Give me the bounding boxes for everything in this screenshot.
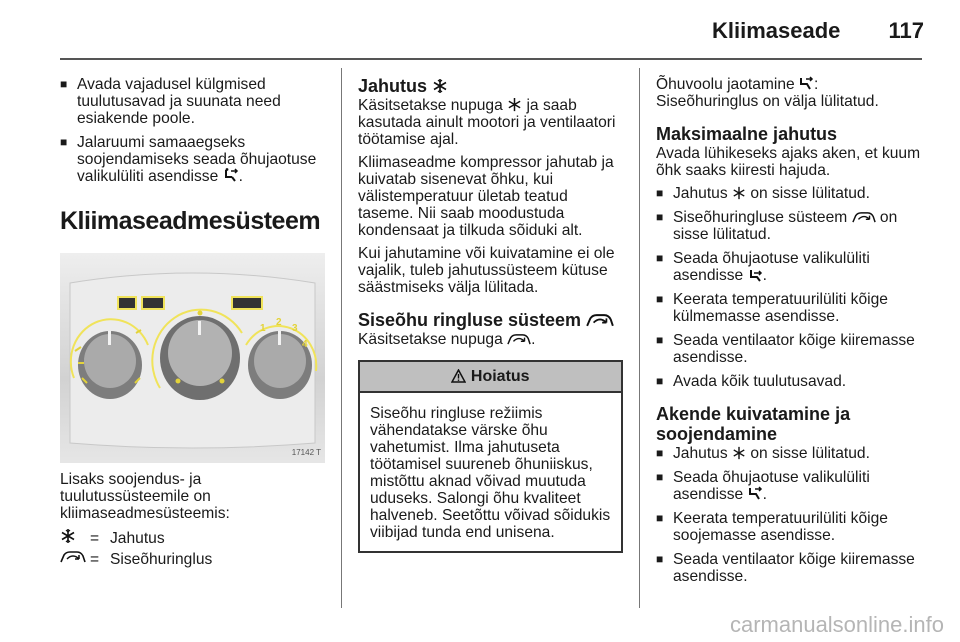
airflow-status: Siseõhuringlus on välja lülitatud. — [656, 93, 879, 110]
bullet-item: ■ Seada ventilaator kõige kiiremasse asendisse. — [656, 551, 915, 585]
svg-text:1: 1 — [260, 323, 266, 334]
airflow-windscreen-icon — [748, 486, 763, 501]
airflow-line: Õhuvoolu jaotamine : — [656, 76, 819, 93]
airflow-windscreen-icon — [799, 76, 814, 91]
bullet-square-icon: ■ — [656, 470, 664, 484]
warning-box — [358, 360, 623, 553]
heading-max-cooling: Maksimaalne jahutus — [656, 124, 838, 144]
column-divider-1 — [341, 68, 342, 608]
bullet-item: ■ Seada õhujaotuse valikulüliti asendisse . — [656, 250, 870, 284]
cooling-paragraph-1: Käsitsetakse nupuga ja saab kasutada ainult mootori ja ventilaatori töötamise ajal. — [358, 97, 616, 148]
airflow-feet-windscreen-icon — [223, 168, 239, 183]
bullet-square-icon: ■ — [656, 446, 664, 460]
bullet-item: ■ Seada õhujaotuse valikulüliti asendisse . — [656, 469, 870, 503]
header-rule — [60, 58, 922, 60]
bullet-square-icon: ■ — [656, 186, 664, 200]
max-cooling-intro: Avada lühikeseks ajaks aken, et kuum õhk saaks kiiresti hajuda. — [656, 145, 921, 179]
recirculation-paragraph: Käsitsetakse nupuga . — [358, 331, 536, 348]
control-panel-illustration — [60, 253, 325, 463]
recirculation-icon — [586, 313, 614, 328]
bullet-item: ■ Jahutus on sisse lülitatud. — [656, 445, 870, 462]
bullet-square-icon: ■ — [656, 374, 664, 388]
column-left — [60, 76, 325, 570]
climate-control-panel-photo — [60, 253, 325, 463]
bullet-item: ■ Siseõhuringluse süsteem on sisse lülitatud. — [656, 209, 898, 243]
svg-text:3: 3 — [292, 323, 298, 334]
snowflake-icon — [60, 528, 76, 544]
warning-text: Siseõhu ringluse režiimis vähendatakse värske õhu vahetumist. Ilma jahutuseta töötamisel suureneb õhuniiskus, mistõttu aknad võivad muutuda uduseks. Salongi õhu kvaliteet halveneb. Seetõttu võivad sõidukis viibijad tunda end unisena. — [370, 405, 611, 541]
bullet-square-icon: ■ — [656, 210, 664, 224]
snowflake-icon — [732, 186, 746, 200]
bullet-square-icon: ■ — [656, 333, 664, 347]
airflow-dash-icon — [748, 268, 763, 282]
svg-text:2: 2 — [276, 317, 282, 328]
section-title: Kliimaseade — [711, 18, 841, 43]
snowflake-icon — [732, 446, 746, 460]
section-heading: Kliimaseadmesüsteem — [60, 207, 321, 235]
bullet-square-icon: ■ — [656, 251, 664, 265]
legend-row-cooling: = Jahutus — [60, 528, 325, 548]
bullet-item: ■ Jalaruumi samaaegseks soojendamiseks seada õhujaotuse valikulüliti asendisse . — [60, 134, 317, 185]
page-number: 117 — [888, 18, 924, 43]
page-header — [712, 18, 924, 44]
legend-row-recirculation: = Siseõhuringlus — [60, 550, 325, 568]
cooling-paragraph-3: Kui jahutamine või kuivatamine ei ole vajalik, tuleb jahutussüsteem kütuse säästmiseks välja lülitada. — [358, 245, 615, 296]
bullet-square-icon: ■ — [656, 511, 664, 525]
bullet-square-icon: ■ — [656, 292, 664, 306]
cooling-paragraph-2: Kliimaseadme kompressor jahutab ja kuivatab sisenevat õhku, kui välistemperatuur ületab teatud taseme. Nii saab moodustuda kondensaat ja tilkuda sõiduki alt. — [358, 154, 614, 239]
snowflake-icon — [507, 97, 522, 112]
heading-cooling: Jahutus — [358, 76, 623, 96]
bullet-square-icon: ■ — [60, 135, 68, 149]
heading-recirculation: Siseõhu ringluse süsteem — [358, 310, 623, 330]
bullet-item: ■ Keerata temperatuurilüliti kõige soojemasse asendisse. — [656, 510, 888, 544]
bullet-square-icon: ■ — [656, 552, 664, 566]
bullet-item: ■ Avada kõik tuulutusavad. — [656, 373, 847, 390]
heading-defog: Akende kuivatamine ja soojendamine — [656, 404, 851, 444]
bullet-square-icon: ■ — [60, 77, 68, 91]
intro-text: Lisaks soojendus- ja tuulutussüsteemile on kliimaseadmesüsteemis: — [60, 471, 230, 522]
column-divider-2 — [639, 68, 640, 608]
column-right — [656, 76, 924, 592]
recirculation-icon — [60, 550, 86, 564]
bullet-item: ■ Seada ventilaator kõige kiiremasse asendisse. — [656, 332, 915, 366]
recirculation-icon — [852, 211, 876, 224]
bullet-item: ■ Jahutus on sisse lülitatud. — [656, 185, 870, 202]
bullet-item: ■ Keerata temperatuurilüliti kõige külmemasse asendisse. — [656, 291, 888, 325]
figure-id: 17142 T — [291, 448, 321, 457]
warning-header: Hoiatus — [360, 362, 621, 393]
watermark: carmanualsonline.info — [729, 612, 944, 637]
recirculation-icon — [507, 333, 531, 346]
column-middle — [358, 76, 623, 553]
bullet-item: ■ Avada vajadusel külgmised tuulutusavad ja suunata need esiakende poole. — [60, 76, 281, 127]
warning-triangle-icon — [451, 369, 466, 383]
snowflake-icon — [432, 78, 448, 94]
svg-text:4: 4 — [302, 339, 308, 350]
